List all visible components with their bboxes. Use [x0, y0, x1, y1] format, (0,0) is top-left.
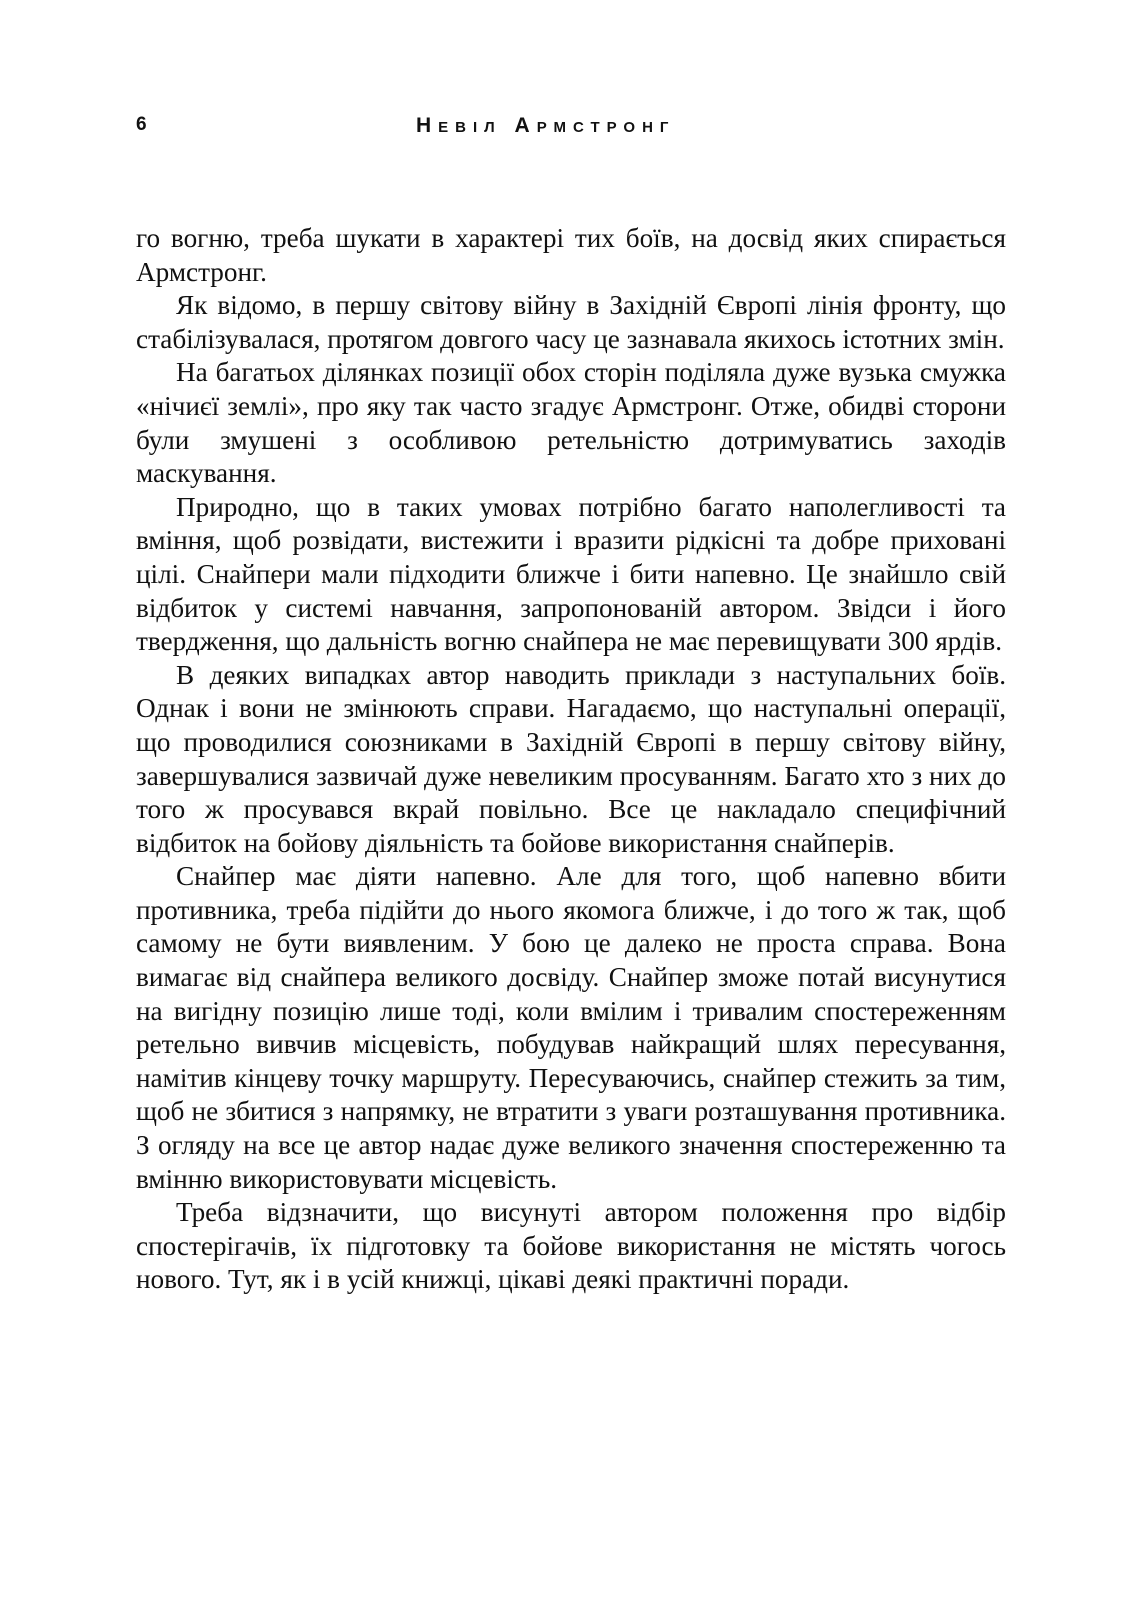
- paragraph: Треба відзначити, що висунуті автором положення про відбір спостерігачів, їх підготовку та бойове використання не містять чогось нового. Тут, як і в усій книжці, цікаві деякі практичні поради.: [136, 1197, 1006, 1295]
- running-title: Невіл Армстронг: [416, 114, 676, 137]
- paragraph: Снайпер має діяти напевно. Але для того, щоб напевно вбити противника, треба підійти до нього якомога ближче, і до того ж так, щоб самому не бути виявленим. У бою це далеко не проста справа. Вона вимагає від снайпера великого досвіду. Снайпер зможе потай висунутися на вигідну позицію лише тоді, коли вмілим і тривалим спостереженням ретельно вивчив місцевість, побудував найкращий шлях пересування, намітив кінцеву точку маршруту. Пересуваючись, снайпер стежить за тим, щоб не збитися з напрямку, не втратити з уваги розташування противника. З огляду на все це автор надає дуже великого значення спостереженню та вмінню використовувати місцевість.: [136, 861, 1006, 1194]
- paragraph: Як відомо, в першу світову війну в Західній Європі лінія фронту, що стабілізувалася, протягом довгого часу це зазнавала якихось істотних змін.: [136, 290, 1006, 354]
- page-number: 6: [136, 114, 147, 135]
- paragraph: Природно, що в таких умовах потрібно багато наполегливості та вміння, щоб розвідати, вистежити і вразити рідкісні та добре приховані цілі. Снайпери мали підходити ближче і бити напевно. Це знайшло свій відбиток у системі навчання, запропонованій автором. Звідси і його твердження, що дальність вогню снайпера не має перевищувати 300 ярдів.: [136, 491, 1006, 657]
- paragraph: На багатьох ділянках позиції обох сторін поділяла дуже вузька смужка «нічиєї землі», про яку так часто згадує Армстронг. Отже, обидві сторони були змушені з особливою ретельністю дотримуватись заходів маскування.: [136, 357, 1006, 489]
- paragraph-continued: го вогню, треба шукати в характері тих боїв, на досвід яких спирається Армстронг.: [136, 223, 1006, 287]
- running-head: [136, 114, 1006, 144]
- paragraph: В деяких випадках автор наводить приклади з наступальних боїв. Однак і вони не змінюють справи. Нагадаємо, що наступальні операції, що проводилися союзниками в Західній Європі в першу світову війну, завершувалися зазвичай дуже невеликим просуванням. Багато хто з них до того ж просувався вкрай повільно. Все це накладало специфічний відбиток на бойову діяльність та бойове використання снайперів.: [136, 659, 1006, 858]
- body-text: [136, 222, 1006, 1297]
